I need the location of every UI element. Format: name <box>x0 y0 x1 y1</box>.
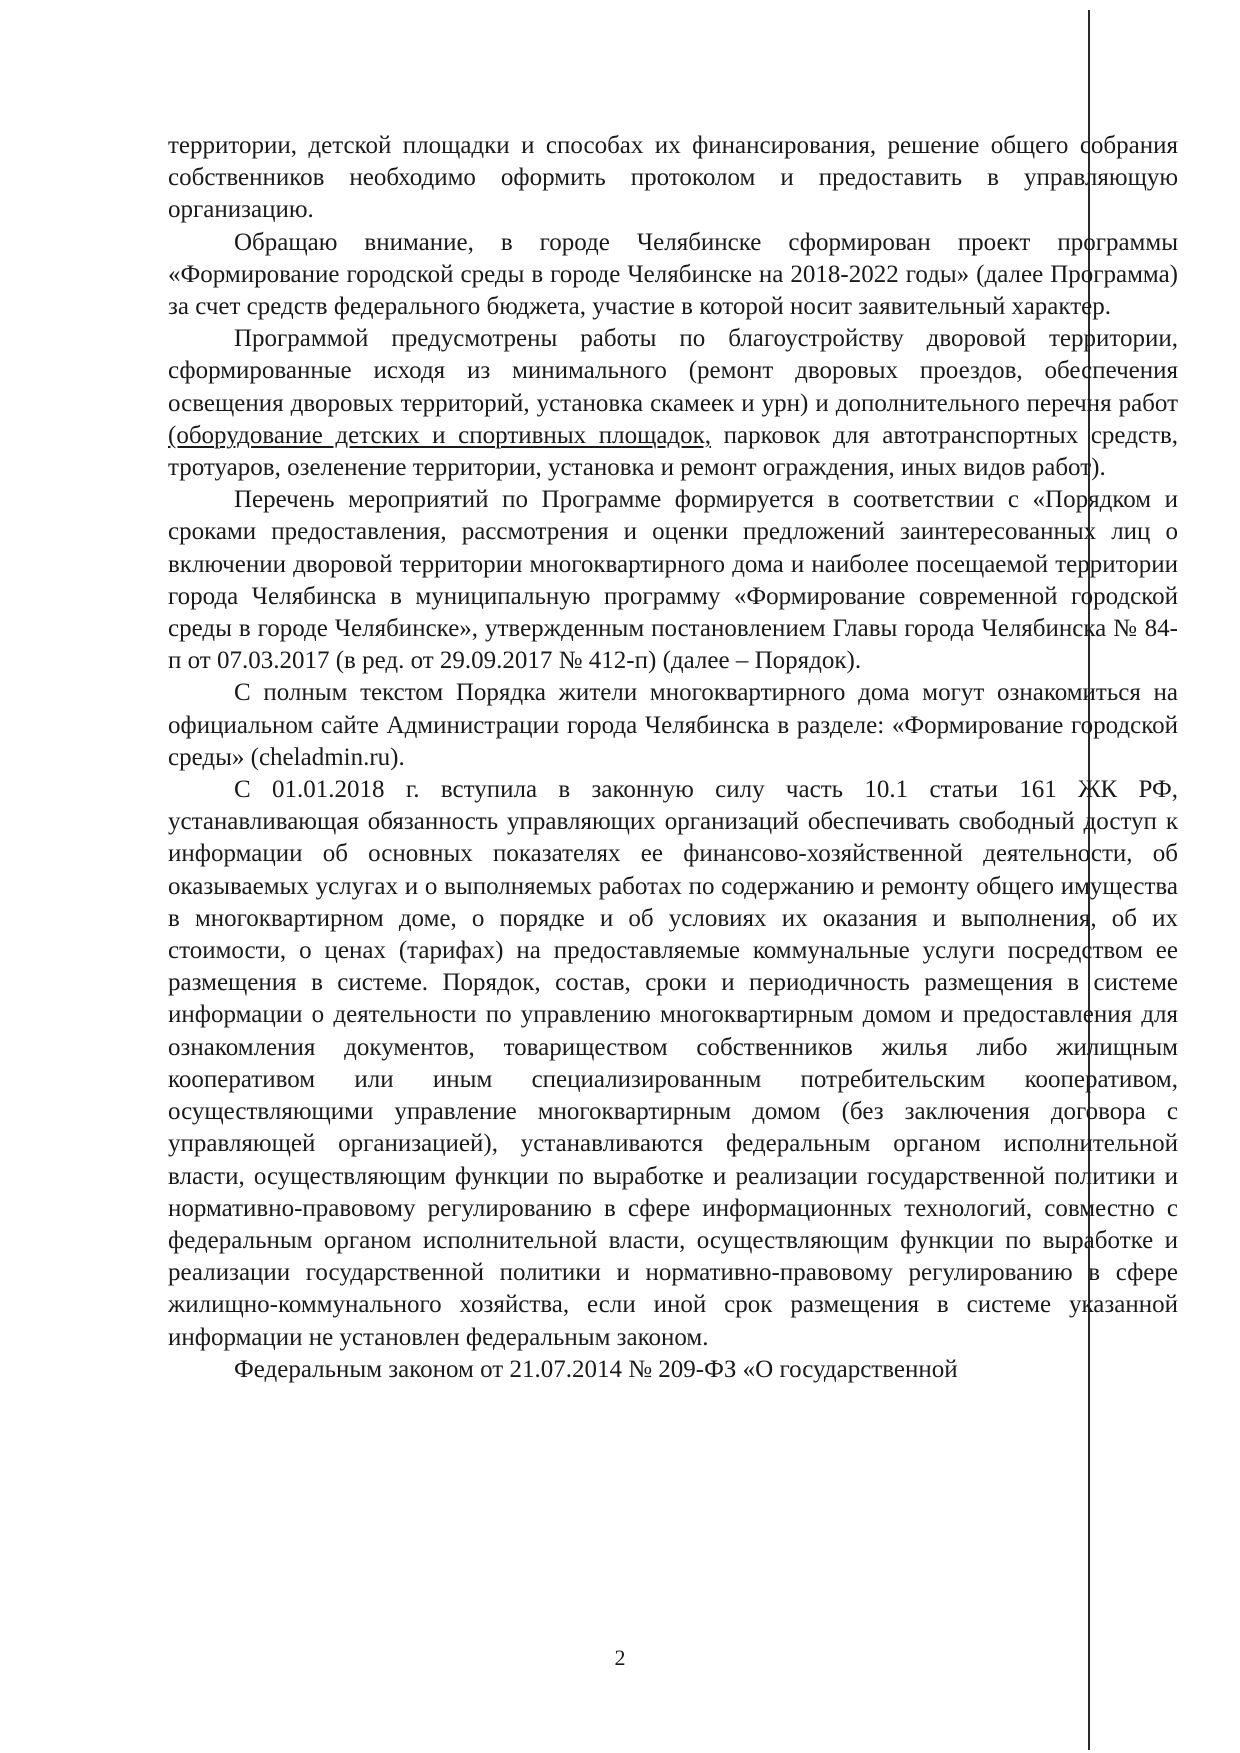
page-number: 2 <box>614 1645 626 1670</box>
document-body <box>168 130 1178 1386</box>
underlined-phrase: (оборудование детских и спортивных площадок, <box>168 421 712 449</box>
paragraph: территории, детской площадки и способах их финансирования, решение общего собрания собственников необходимо оформить протоколом и предоставить в управляющую организацию. <box>168 132 1178 224</box>
paragraph <box>168 323 1178 484</box>
paragraph: Обращаю внимание, в городе Челябинске сформирован проект программы «Формирование городской среды в городе Челябинске на 2018-2022 годы» (далее Программа) за счет средств федерального бюджета, участие в которой носит заявительный характер. <box>168 228 1178 321</box>
paragraph-text: Программой предусмотрены работы по благоустройству дворовой территории, сформированные исходя из минимального (ремонт дворовых проездов, обеспечения освещения дворовых территорий, установка скамеек и урн) и дополнительного перечня работ <box>168 325 1178 417</box>
paragraph-text: парковок для автотранспортных средств, тротуаров, озеленение территории, установка и ремонт ограждения, иных видов работ). <box>168 421 1178 482</box>
paragraph: С полным текстом Порядка жители многоквартирного дома могут ознакомиться на официальном сайте Администрации города Челябинска в разделе: «Формирование городской среды» (cheladmin.ru). <box>168 679 1178 771</box>
paragraph: С 01.01.2018 г. вступила в законную силу часть 10.1 статьи 161 ЖК РФ, устанавливающая обязанность управляющих организаций обеспечивать свободный доступ к информации об основных показателях ее финансово-хозяйственной деятельности, об оказываемых услугах и о выполняемых работах по содержанию и ремонту общего имущества в многоквартирном доме, о порядке и об условиях их оказания и выполнения, об их стоимости, о ценах (тарифах) на предоставляемые коммунальные услуги посредством ее размещения в системе. Порядок, состав, сроки и периодичность размещения в системе информации о деятельности по управлению многоквартирным домом и предоставления для ознакомления документов, товариществом собственников жилья либо жилищным кооперативом или иным специализированным потребительским кооперативом, осуществляющими управление многоквартирным домом (без заключения договора с управляющей организацией), устанавливаются федеральным органом исполнительной власти, осуществляющим функции по выработке и реализации государственной политики и нормативно-правовому регулированию в сфере информационных технологий, совместно с федеральным органом исполнительной власти, осуществляющим функции по выработке и реализации государственной политики и нормативно-правовому регулированию в сфере жилищно-коммунального хозяйства, если иной срок размещения в системе указанной информации не установлен федеральным законом. <box>168 776 1178 1351</box>
paragraph: Федеральным законом от 21.07.2014 № 209-ФЗ «О государственной <box>234 1355 958 1383</box>
paragraph: Перечень мероприятий по Программе формируется в соответствии с «Порядком и сроками предоставления, рассмотрения и оценки предложений заинтересованных лиц о включении дворовой территории многоквартирного дома и наиболее посещаемой территории города Челябинска в муниципальную программу «Формирование современной городской среды в городе Челябинске», утвержденным постановлением Главы города Челябинска № 84-п от 07.03.2017 (в ред. от 29.09.2017 № 412-п) (далее – Порядок). <box>168 486 1178 675</box>
